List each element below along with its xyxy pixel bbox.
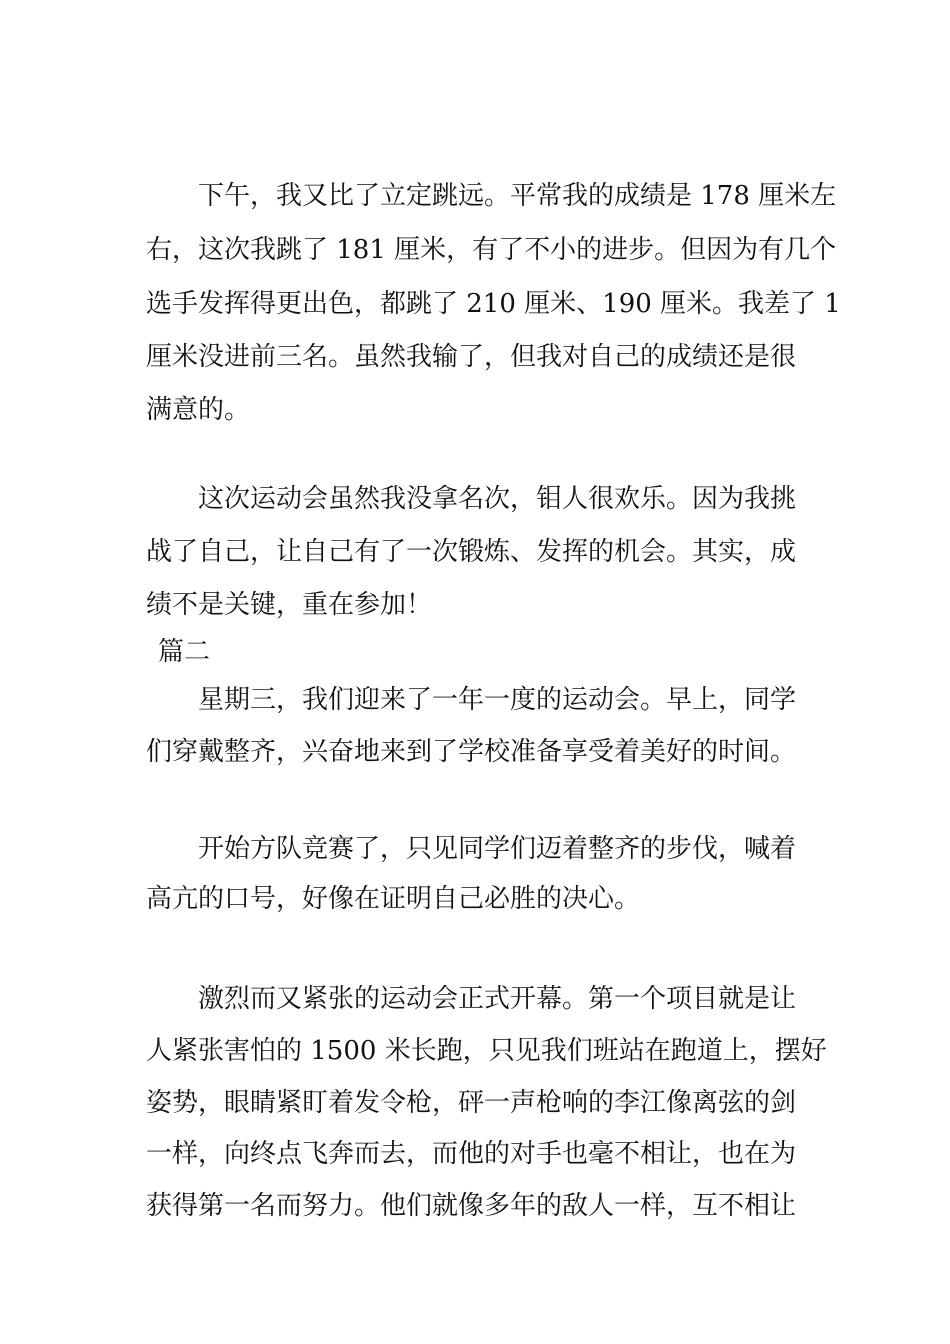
paragraph-2-line-1: 这次运动会虽然我没拿名次，钼人很欢乐。因为我挑 xyxy=(198,484,797,514)
paragraph-2-line-3: 绩不是关键，重在参加！ xyxy=(146,590,433,620)
paragraph-1-line-3: 选手发挥得更出色，都跳了 210 厘米、190 厘米。我差了 1 xyxy=(146,289,841,319)
paragraph-2-line-2: 战了自己，让自己有了一次锻炼、发挥的机会。其实，成 xyxy=(146,537,797,567)
section-paragraph-3-line-2: 人紧张害怕的 1500 米长跑，只见我们班站在跑道上，摆好 xyxy=(146,1036,827,1066)
section-heading: 篇二 xyxy=(158,637,211,667)
paragraph-1-line-5: 满意的。 xyxy=(146,395,251,425)
section-paragraph-3-line-4: 一样，向终点飞奔而去，而他的对手也毫不相让，也在为 xyxy=(146,1139,797,1169)
section-paragraph-2-line-1: 开始方队竞赛了，只见同学们迈着整齐的步伐，喊着 xyxy=(198,834,797,864)
section-paragraph-1-line-2: 们穿戴整齐，兴奋地来到了学校准备享受着美好的时间。 xyxy=(146,737,797,767)
paragraph-1-line-4: 厘米没进前三名。虽然我输了，但我对自己的成绩还是很 xyxy=(146,342,797,372)
paragraph-1-line-1: 下午，我又比了立定跳远。平常我的成绩是 178 厘米左 xyxy=(198,181,837,211)
section-paragraph-3-line-5: 获得第一名而努力。他们就像多年的敌人一样，互不相让 xyxy=(146,1191,797,1221)
section-paragraph-3-line-1: 激烈而又紧张的运动会正式开幕。第一个项目就是让 xyxy=(198,984,797,1014)
section-paragraph-3-line-3: 姿势，眼睛紧盯着发令枪，砰一声枪响的李江像离弦的剑 xyxy=(146,1088,797,1118)
section-paragraph-2-line-2: 高亢的口号，好像在证明自己必胜的决心。 xyxy=(146,884,641,914)
paragraph-1-line-2: 右，这次我跳了 181 厘米，有了不小的进步。但因为有几个 xyxy=(146,235,837,265)
section-paragraph-1-line-1: 星期三，我们迎来了一年一度的运动会。早上，同学 xyxy=(198,685,797,715)
